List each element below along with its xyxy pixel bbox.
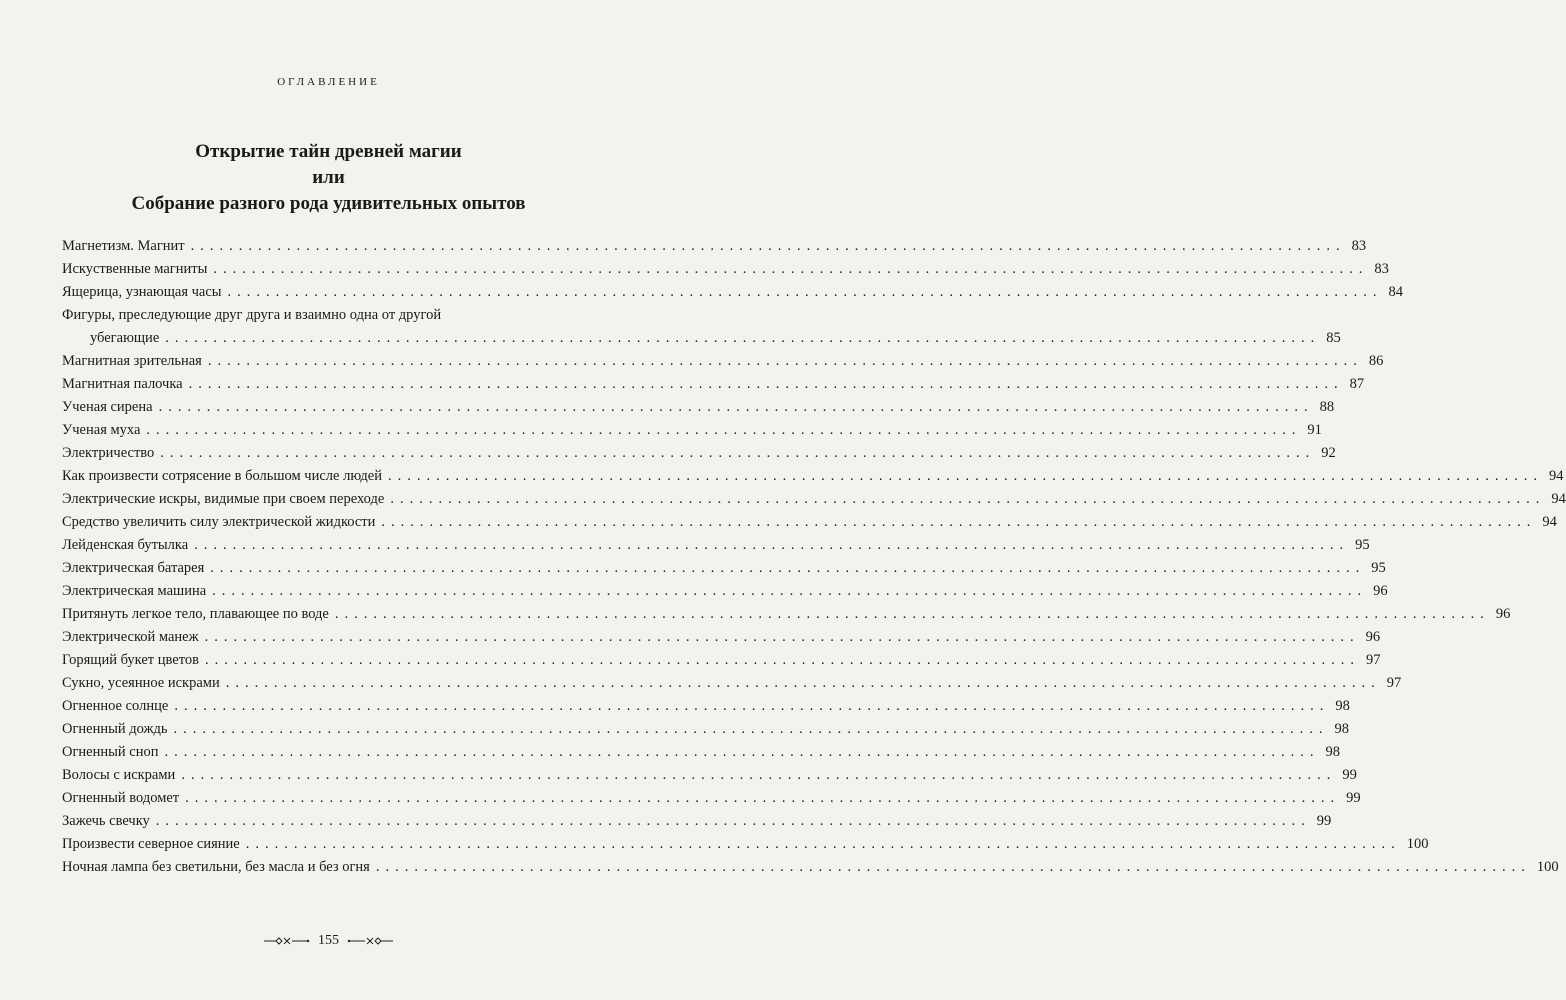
title-line-3: Собрание разного рода удивительных опытов xyxy=(131,193,526,214)
dot-leader: ........................................................................................................................ xyxy=(227,284,1383,300)
toc-entry-title: Ученая сирена xyxy=(62,399,153,415)
toc-entry-title: убегающие xyxy=(90,330,160,346)
toc-entry-page: 83 xyxy=(1351,238,1367,254)
toc-entry-page: 97 xyxy=(1386,675,1402,691)
toc-entry-page: 96 xyxy=(1373,583,1388,599)
toc-entry-page: 84 xyxy=(1388,284,1404,300)
toc-entry-page: 91 xyxy=(1307,422,1322,438)
title-line-2: или xyxy=(312,167,345,188)
toc-entry-page: 85 xyxy=(1326,330,1341,346)
toc-entry-title: Как произвести сотрясение в большом числе людей xyxy=(62,468,382,484)
dot-leader: ........................................................................................................................ xyxy=(334,606,1490,622)
scroll-ornament-icon xyxy=(347,936,395,946)
toc-entry xyxy=(62,810,1332,833)
toc-entry-page: 94 xyxy=(1551,491,1566,507)
dot-leader: ........................................................................................................................ xyxy=(190,238,1346,254)
toc-entry xyxy=(62,695,1350,718)
toc-entry-title: Ящерица, узнающая часы xyxy=(62,284,222,300)
toc-entry-title: Горящий букет цветов xyxy=(62,652,199,668)
toc-entry-title: Электричество xyxy=(62,445,155,461)
dot-leader: ........................................................................................................................ xyxy=(194,537,1350,553)
dot-leader: ........................................................................................................................ xyxy=(160,445,1316,461)
toc-entry-page: 83 xyxy=(1374,261,1389,277)
toc-entry xyxy=(62,281,1404,304)
dot-leader: ........................................................................................................................ xyxy=(212,583,1368,599)
toc-entry-page: 99 xyxy=(1346,790,1361,806)
toc-entry-page: 100 xyxy=(1406,836,1429,852)
toc-entry-title: Лейденская бутылка xyxy=(62,537,189,553)
dot-leader: ........................................................................................................................ xyxy=(188,376,1344,392)
dot-leader: ........................................................................................................................ xyxy=(204,652,1360,668)
table-of-contents xyxy=(62,235,1566,879)
dot-leader: ........................................................................................................................ xyxy=(375,859,1531,875)
toc-entry-page: 92 xyxy=(1321,445,1336,461)
toc-entry xyxy=(62,304,572,327)
toc-entry-page: 97 xyxy=(1365,652,1381,668)
page-number: 155 xyxy=(318,933,339,948)
dot-leader: ........................................................................................................................ xyxy=(390,491,1546,507)
toc-entry-title: Ночная лампа без светильни, без масла и без огня xyxy=(62,859,370,875)
dot-leader: ........................................................................................................................ xyxy=(185,790,1341,806)
running-head: ОГЛАВЛЕНИЕ xyxy=(277,76,380,88)
toc-entry-page: 98 xyxy=(1335,698,1350,714)
dot-leader: ........................................................................................................................ xyxy=(388,468,1543,484)
toc-entry-title: Зажечь свечку xyxy=(62,813,150,829)
toc-entry-page: 98 xyxy=(1325,744,1340,760)
dot-leader: ........................................................................................................................ xyxy=(381,514,1537,530)
toc-entry-page: 95 xyxy=(1371,560,1386,576)
dot-leader: ........................................................................................................................ xyxy=(173,721,1329,737)
toc-entry xyxy=(62,442,1336,465)
toc-entry-title: Магнитная зрительная xyxy=(62,353,202,369)
scroll-ornament-icon xyxy=(262,936,310,946)
toc-entry-page: 94 xyxy=(1542,514,1557,530)
toc-entry xyxy=(62,396,1335,419)
toc-entry-page: 96 xyxy=(1365,629,1381,645)
toc-entry-page: 96 xyxy=(1495,606,1511,622)
toc-entry xyxy=(62,235,1367,258)
toc-entry xyxy=(62,833,1429,856)
toc-entry-title: Огненный дождь xyxy=(62,721,168,737)
toc-entry xyxy=(62,649,1381,672)
dot-leader: ........................................................................................................................ xyxy=(181,767,1337,783)
toc-entry xyxy=(62,488,1566,511)
toc-entry xyxy=(62,534,1370,557)
toc-entry-title: Притянуть легкое тело, плавающее по воде xyxy=(62,606,329,622)
toc-entry-title: Фигуры, преследующие друг друга и взаимно одна от другой xyxy=(62,307,442,323)
toc-entry-title: Огненный водомет xyxy=(62,790,180,806)
section-title xyxy=(0,139,657,217)
toc-entry-page: 94 xyxy=(1549,468,1564,484)
toc-entry-title: Электрической манеж xyxy=(62,629,199,645)
toc-entry xyxy=(62,741,1340,764)
toc-entry xyxy=(62,557,1386,580)
toc-entry xyxy=(62,350,1384,373)
toc-entry-title: Средство увеличить силу электрической жидкости xyxy=(62,514,376,530)
toc-entry-page: 99 xyxy=(1342,767,1357,783)
toc-entry-page: 100 xyxy=(1536,859,1559,875)
toc-entry xyxy=(62,626,1381,649)
toc-entry xyxy=(62,580,1388,603)
toc-entry xyxy=(62,787,1361,810)
dot-leader: ........................................................................................................................ xyxy=(225,675,1381,691)
toc-entry-title: Электрические искры, видимые при своем переходе xyxy=(62,491,385,507)
dot-leader: ........................................................................................................................ xyxy=(174,698,1330,714)
toc-entry-page: 99 xyxy=(1316,813,1332,829)
toc-entry-title: Произвести северное сияние xyxy=(62,836,240,852)
toc-entry-title: Магнетизм. Магнит xyxy=(62,238,185,254)
toc-entry xyxy=(62,764,1357,787)
toc-entry-page: 87 xyxy=(1349,376,1365,392)
toc-entry xyxy=(62,856,1559,879)
toc-entry-title: Ученая муха xyxy=(62,422,141,438)
toc-entry-title: Электрическая батарея xyxy=(62,560,205,576)
dot-leader: ........................................................................................................................ xyxy=(210,560,1366,576)
toc-entry-page: 86 xyxy=(1368,353,1384,369)
toc-entry xyxy=(62,327,1341,350)
toc-entry-title: Сукно, усеянное искрами xyxy=(62,675,220,691)
toc-entry xyxy=(62,373,1365,396)
dot-leader: ........................................................................................................................ xyxy=(207,353,1363,369)
dot-leader: ........................................................................................................................ xyxy=(146,422,1302,438)
toc-entry-page: 88 xyxy=(1319,399,1335,415)
toc-entry-title: Огненное солнце xyxy=(62,698,169,714)
toc-entry xyxy=(62,419,1322,442)
toc-entry-title: Искуственные магниты xyxy=(62,261,208,277)
toc-entry xyxy=(62,465,1564,488)
toc-entry xyxy=(62,511,1557,534)
title-line-1: Открытие тайн древней магии xyxy=(195,141,462,162)
toc-entry-title: Магнитная палочка xyxy=(62,376,183,392)
dot-leader: ........................................................................................................................ xyxy=(164,744,1320,760)
toc-entry-title: Огненный сноп xyxy=(62,744,159,760)
dot-leader: ........................................................................................................................ xyxy=(155,813,1311,829)
toc-entry xyxy=(62,603,1511,626)
page-footer xyxy=(0,933,657,949)
toc-entry xyxy=(62,718,1350,741)
toc-entry-title: Волосы с искрами xyxy=(62,767,176,783)
toc-entry xyxy=(62,672,1402,695)
toc-entry xyxy=(62,258,1389,281)
toc-entry-page: 98 xyxy=(1334,721,1350,737)
toc-entry-page: 95 xyxy=(1355,537,1370,553)
dot-leader: ........................................................................................................................ xyxy=(245,836,1401,852)
dot-leader: ........................................................................................................................ xyxy=(158,399,1314,415)
toc-entry-title: Электрическая машина xyxy=(62,583,207,599)
dot-leader: ........................................................................................................................ xyxy=(165,330,1321,346)
dot-leader: ........................................................................................................................ xyxy=(213,261,1369,277)
dot-leader: ........................................................................................................................ xyxy=(204,629,1360,645)
